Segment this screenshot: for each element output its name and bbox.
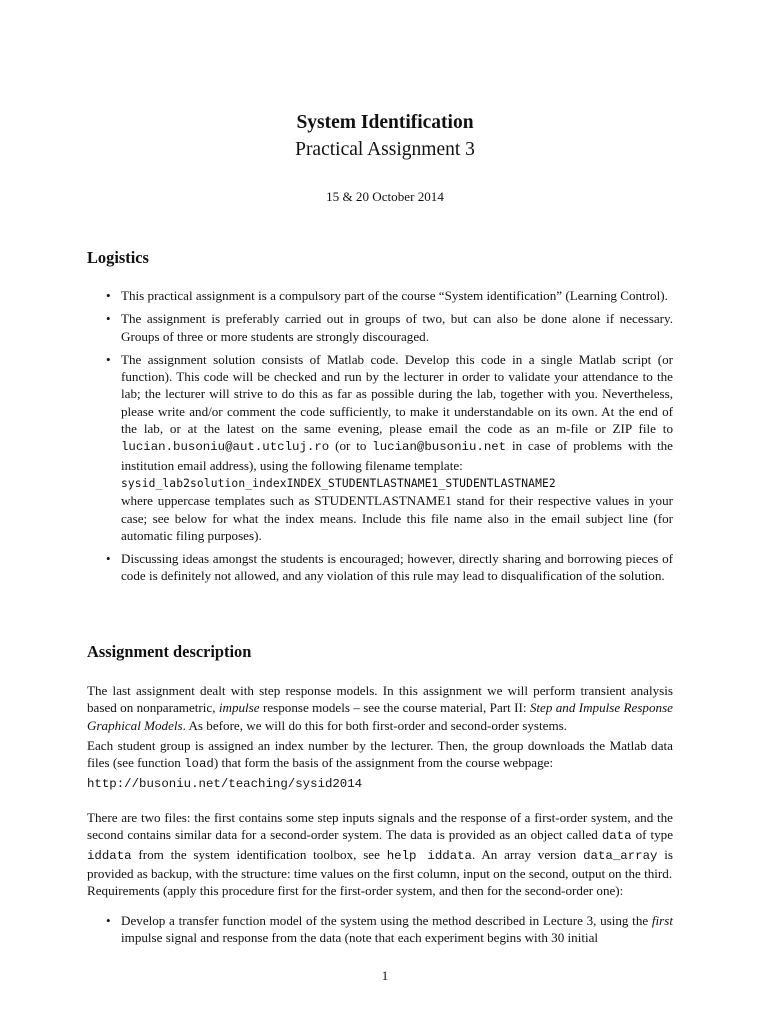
code-text: iddata — [87, 848, 132, 863]
document-title: System Identification — [296, 112, 474, 133]
document-subtitle: Practical Assignment 3 — [295, 139, 475, 160]
list-item-text: Discussing ideas amongst the students is encouraged; however, directly sharing and borrowing pieces of code is definitely not allowed, and any violation of this rule may lead to disqualification of the solution. — [121, 551, 673, 584]
list-item — [87, 550, 673, 585]
paragraph-text: ) that form the basis of the assignment from the course webpage: — [213, 755, 554, 771]
paragraph-text: . As before, we will do this for both first-order and second-order systems. — [182, 717, 568, 733]
list-item — [87, 912, 673, 947]
document-date: 15 & 20 October 2014 — [326, 189, 444, 204]
paragraph-text: response models – see the course material, Part II: — [262, 700, 527, 716]
paragraph-requirements: Requirements (apply this procedure first for the first-order system, and then for the second-order one): — [87, 883, 624, 898]
paragraph-files — [87, 809, 673, 882]
paragraph-text: of type — [635, 827, 674, 843]
list-item-text: impulse signal and response from the data (note that each experiment begins with 30 initial — [121, 930, 599, 946]
page-number: 1 — [381, 968, 389, 983]
code-text: help iddata — [386, 848, 472, 863]
list-item-text: where uppercase templates such as STUDENTLASTNAME1 stand for their respective values in your case; see below for what the index means. Include this file name also in the email subject line (for automatic filing purposes). — [121, 493, 673, 543]
paragraph-text: from the system identification toolbox, see — [138, 846, 380, 862]
list-item-text: in case of problems with the institution email address), using the following filename template: — [121, 438, 673, 473]
list-item — [87, 287, 673, 304]
code-text: load — [184, 757, 214, 772]
emphasis-text: first — [651, 913, 673, 928]
filename-template: sysid_lab2solution_indexINDEX_STUDENTLASTNAME1_STUDENTLASTNAME2 — [121, 476, 556, 490]
paragraph-text: is provided as backup, with the structure: time values on the first column, input on the second, output on the third. — [87, 846, 673, 881]
emphasis-text: Step and Impulse Response Graphical Models — [87, 700, 673, 733]
section-heading-logistics: Logistics — [87, 248, 149, 267]
email-address-backup: lucian@busoniu.net — [372, 440, 507, 455]
list-item-text: This practical assignment is a compulsory part of the course “System identification” (Learning Control). — [121, 288, 668, 303]
list-item-text: The assignment solution consists of Matlab code. Develop this code in a single Matlab script (or function). This code will be checked and run by the lecturer in order to validate your attendance to the lab; the lecturer will strive to do this as far as possible during the lab, together with you. Nevertheless, please write and/or comment the code sufficiently, to make it understandable on its own. At the end of the lab, or at the latest on the same evening, please email the code as an m-file or ZIP file to — [121, 351, 673, 437]
code-text: data_array — [583, 848, 658, 863]
code-text: data — [601, 829, 632, 844]
course-webpage-url: http://busoniu.net/teaching/sysid2014 — [87, 776, 363, 791]
list-item — [87, 310, 673, 345]
logistics-list — [87, 287, 673, 591]
requirements-list — [87, 912, 673, 947]
paragraph-text: Each student group is assigned an index number by the lecturer. Then, the group downloads the Matlab data files (see function — [87, 738, 673, 771]
email-address-primary: lucian.busoniu@aut.utcluj.ro — [121, 440, 330, 455]
paragraph-text: The last assignment dealt with step response models. In this assignment we will perform transient analysis based on nonparametric, — [87, 683, 673, 716]
section-heading-assignment: Assignment description — [87, 642, 252, 661]
paragraph-text: . An array version — [472, 846, 577, 862]
paragraph-intro — [87, 682, 673, 734]
paragraph-index — [87, 737, 673, 793]
list-item-text: The assignment is preferably carried out in groups of two, but can also be done alone if necessary. Groups of three or more students are strongly discouraged. — [121, 311, 673, 344]
list-item — [87, 351, 673, 544]
list-item-text: (or to — [335, 438, 367, 454]
paragraph-text: There are two files: the first contains some step inputs signals and the response of a first-order system, and the second contains similar data for a second-order system. The data is provided as an object called — [87, 810, 673, 843]
emphasis-text: impulse — [218, 700, 260, 716]
list-item-text: Develop a transfer function model of the system using the method described in Lecture 3, using the — [121, 913, 649, 928]
